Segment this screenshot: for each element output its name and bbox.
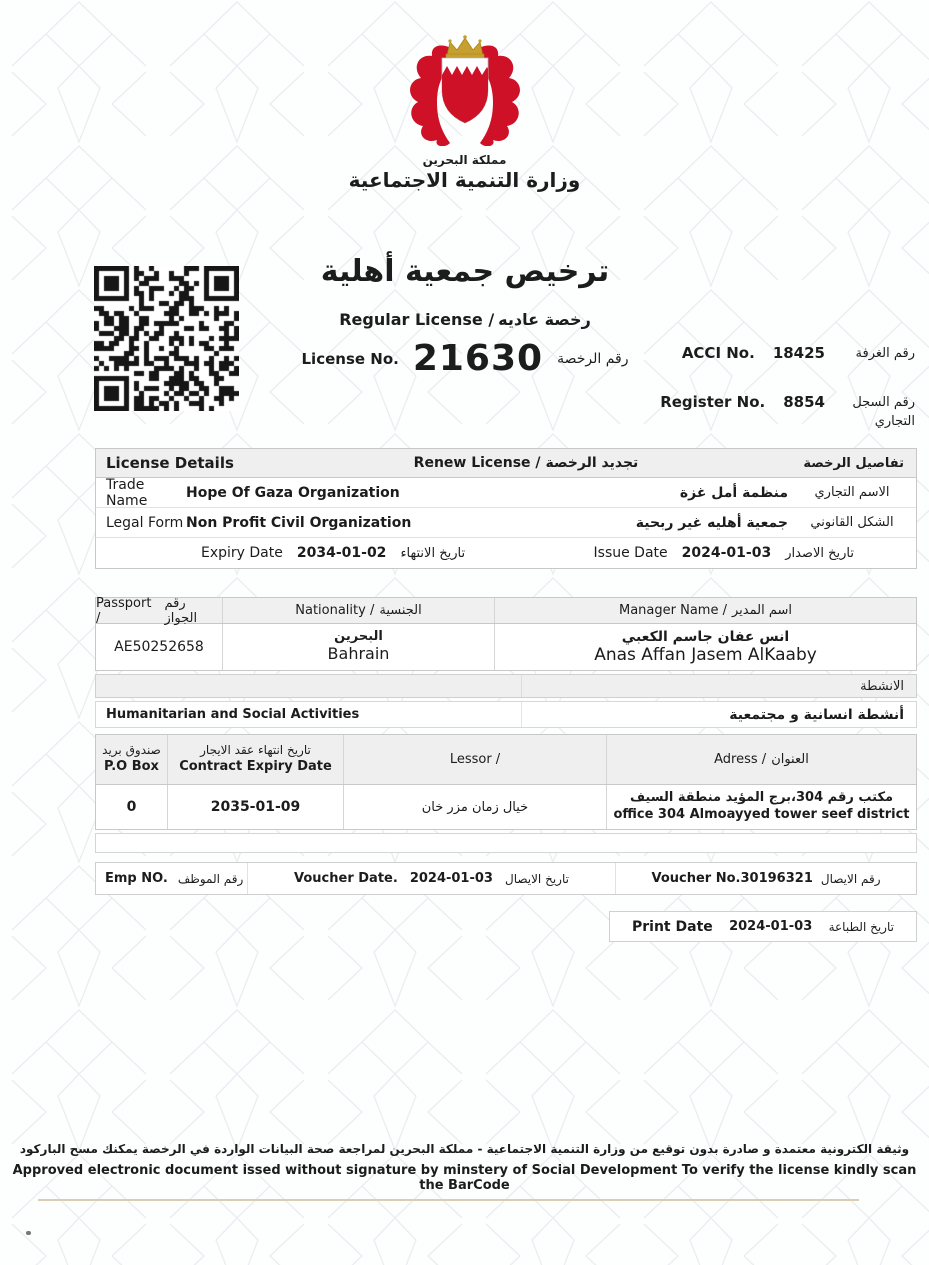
- expiry-date-group: [201, 545, 465, 561]
- passport-header: [96, 595, 223, 626]
- issue-label-en: Issue Date: [593, 545, 668, 561]
- activities-header-spacer: [96, 675, 522, 697]
- dates-row: [96, 538, 916, 568]
- passport-label-en: Passport /: [96, 595, 152, 626]
- voucher-date-value: 2024-01-03: [409, 871, 493, 886]
- issue-date-value: 2024-01-03: [681, 545, 772, 561]
- ministry-title: وزارة التنمية الاجتماعية: [348, 168, 581, 192]
- activities-section: [95, 674, 917, 728]
- legal-form-row: [96, 508, 916, 538]
- acci-value: 18425: [772, 344, 825, 362]
- legal-form-label-ar: الشكل القانوني: [810, 515, 894, 530]
- contract-label-ar: تاريخ انتهاء عقد الايجار: [200, 743, 311, 758]
- nationality-value: [223, 624, 495, 670]
- license-type-ar: رخصة عاديه: [498, 310, 591, 329]
- address-value-ar: مكتب رقم 304،برج المؤيد منطقة السيف: [629, 790, 894, 806]
- manager-table: [95, 597, 917, 671]
- trade-name-label-en: Trade Name: [106, 476, 148, 509]
- ministry-header: [0, 34, 929, 192]
- acci-label-ar: رقم الغرفة: [855, 346, 915, 361]
- register-row: [625, 393, 915, 432]
- license-no-label-en: License No.: [301, 349, 399, 368]
- contract-expiry-value: 2035-01-09: [168, 785, 344, 829]
- voucher-no-group: [616, 871, 916, 886]
- print-date-value: 2024-01-03: [729, 919, 813, 934]
- legal-form-label-en: Legal Form: [106, 514, 184, 531]
- trade-name-value-en: Hope Of Gaza Organization: [186, 484, 400, 501]
- pobox-label-en: P.O Box: [104, 758, 159, 774]
- activities-header: [95, 674, 917, 698]
- kingdom-title: مملكة البحرين: [422, 153, 507, 167]
- license-type-en: Regular License /: [339, 310, 495, 329]
- pobox-header: [96, 735, 168, 784]
- qr-code: [94, 266, 239, 415]
- license-number-line: [255, 338, 675, 379]
- employee-no-group: [96, 863, 248, 894]
- lessor-header: [344, 735, 607, 784]
- pobox-value: 0: [96, 785, 168, 829]
- premises-table-header: [96, 735, 916, 785]
- acci-row: [625, 344, 915, 364]
- nationality-value-ar: البحرين: [334, 629, 383, 645]
- premises-table: [95, 734, 917, 830]
- register-value: 8854: [783, 392, 825, 411]
- activity-value-en: Humanitarian and Social Activities: [96, 702, 522, 727]
- voucher-no-value: 30196321: [740, 871, 813, 886]
- print-date-label-ar: تاريخ الطباعة: [828, 919, 894, 934]
- manager-header: [495, 598, 916, 623]
- expiry-date-value: 2034-01-02: [296, 545, 387, 561]
- passport-label-ar: رقم الجواز: [164, 595, 198, 626]
- issue-label-ar: تاريخ الاصدار: [785, 545, 854, 561]
- expiry-label-ar: تاريخ الانتهاء: [400, 545, 466, 561]
- address-header: [607, 735, 916, 784]
- renew-label-en: Renew License /: [413, 455, 541, 471]
- renew-label-ar: تجديد الرخصة: [545, 455, 639, 471]
- register-label-ar: رقم السجل التجاري: [852, 394, 915, 429]
- legal-form-value-en: Non Profit Civil Organization: [186, 514, 412, 531]
- activities-title-ar: الانشطة: [860, 678, 904, 694]
- nationality-label-en: Nationality /: [295, 603, 375, 618]
- trade-name-value-ar: منظمة أمل غزة: [679, 484, 788, 501]
- footer-line-ar: وثيقة الكترونية معتمدة و صادرة بدون توقيع من وزارة التنمية الاجتماعية - مملكة البحرين لمراجعة صحة البيانات الواردة في الرخصة يمكنك مسح الباركود: [19, 1142, 910, 1156]
- manager-label-en: Manager Name /: [619, 603, 727, 618]
- nationality-value-en: Bahrain: [327, 644, 390, 664]
- section-title-en: License Details: [106, 454, 234, 472]
- voucher-date-group: [248, 863, 616, 894]
- pobox-label-ar: صندوق بريد: [102, 743, 161, 758]
- empty-row: [95, 833, 917, 853]
- emp-no-label-ar: رقم الموظف: [177, 871, 244, 886]
- contract-label-en: Contract Expiry Date: [179, 758, 332, 774]
- license-no-value: 21630: [412, 338, 544, 379]
- emp-no-label-en: Emp NO.: [105, 871, 168, 886]
- manager-table-values: [96, 624, 916, 670]
- legal-form-value-ar: جمعية أهليه غير ربحية: [635, 514, 788, 531]
- acci-label-en: ACCI No.: [681, 344, 755, 362]
- qr-code-canvas: [94, 266, 239, 411]
- lessor-label: Lessor /: [449, 752, 501, 767]
- voucher-row: [95, 862, 917, 895]
- address-label-en: Adress /: [714, 752, 767, 767]
- registry-numbers: [625, 344, 915, 432]
- passport-value: AE50252658: [96, 624, 223, 670]
- page-title: ترخيص جمعية أهلية: [320, 254, 610, 289]
- nationality-header: [223, 598, 495, 623]
- voucher-no-label-ar: رقم الايصال: [820, 871, 881, 886]
- renew-license-label: [366, 455, 686, 471]
- expiry-label-en: Expiry Date: [201, 545, 283, 561]
- manager-value-ar: انس عفان جاسم الكعبي: [621, 628, 790, 645]
- trade-name-row: [96, 478, 916, 508]
- footer-line-en: Approved electronic document issed without signature by minstery of Social Development To verify the license kindly scan the BarCode: [12, 1163, 917, 1193]
- address-value: [607, 785, 916, 829]
- voucher-date-label-ar: تاريخ الايصال: [504, 871, 569, 886]
- activity-value-ar: أنشطة انسانية و مجتمعية: [729, 706, 904, 723]
- lessor-value: خيال زمان مزر خان: [344, 785, 607, 829]
- register-label-en: Register No.: [660, 392, 766, 411]
- voucher-date-label-en: Voucher Date.: [294, 871, 398, 886]
- license-details-table: [95, 448, 917, 569]
- activities-row: [95, 701, 917, 728]
- nationality-label-ar: الجنسية: [379, 603, 422, 618]
- bahrain-coat-of-arms-icon: [390, 34, 540, 146]
- contract-expiry-header: [168, 735, 344, 784]
- document-heading: [255, 254, 675, 379]
- license-details-header: [96, 449, 916, 478]
- footer-divider: [38, 1199, 859, 1201]
- print-date-label-en: Print Date: [632, 918, 713, 935]
- issue-date-group: [594, 545, 854, 561]
- voucher-no-label-en: Voucher No.: [651, 871, 741, 886]
- premises-table-values: [96, 785, 916, 829]
- manager-value-en: Anas Affan Jasem AlKaaby: [594, 644, 817, 665]
- footer-disclaimer: [0, 1142, 929, 1193]
- address-value-en: office 304 Almoayyed tower seef district: [613, 807, 910, 822]
- section-title-ar: تفاصيل الرخصة: [803, 455, 904, 471]
- manager-label-ar: اسم المدير: [731, 603, 792, 618]
- license-type-line: [255, 310, 675, 329]
- manager-value: [495, 624, 916, 670]
- address-label-ar: العنوان: [771, 752, 809, 767]
- manager-table-header: [96, 595, 916, 626]
- trade-name-label-ar: الاسم التجاري: [814, 485, 890, 500]
- page-artifact: [26, 1231, 31, 1235]
- license-no-label-ar: رقم الرخصة: [557, 350, 629, 367]
- print-date-box: [609, 911, 917, 942]
